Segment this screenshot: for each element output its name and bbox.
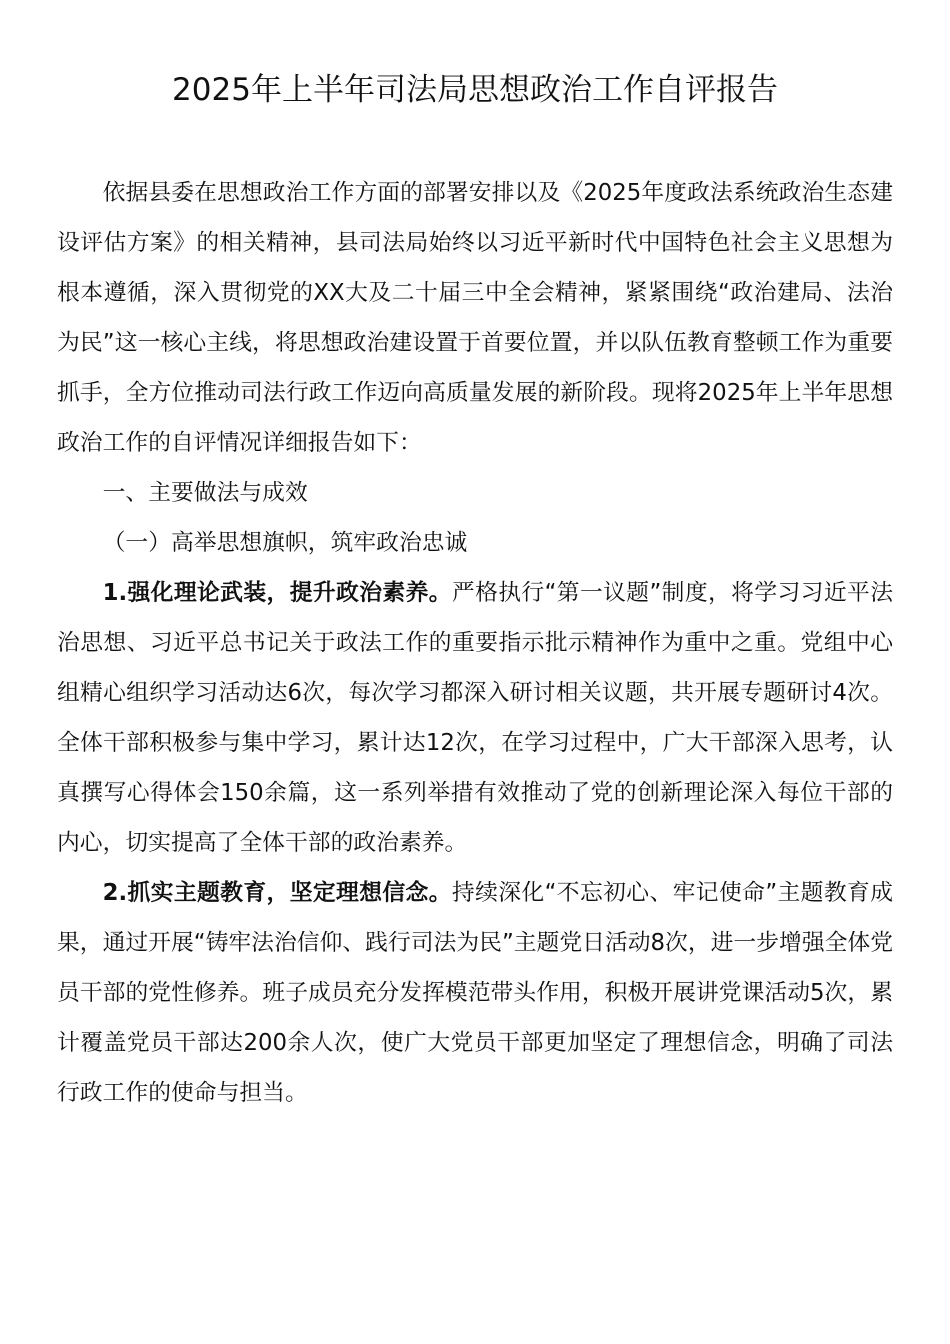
section-heading: 一、主要做法与成效 bbox=[102, 480, 308, 506]
subsection-heading: （一）高举思想旗帜，筑牢政治忠诚 bbox=[102, 530, 468, 556]
item-lead-2: 2.抓实主题教育，坚定理想信念。 bbox=[102, 880, 452, 906]
intro-paragraph: 依据县委在思想政治工作方面的部署安排以及《2025年度政法系统政治生态建设评估方案》的相关精神，县司法局始终以习近平新时代中国特色社会主义思想为根本遵循，深入贯彻党的XX大及二十届三中全会精神，紧紧围绕“政治建局、法治为民”这一核心主线，将思想政治建设置于首要位置，并以队伍教育整顿工作为重要抓手，全方位推动司法行政工作迈向高质量发展的新阶段。现将2025年上半年思想政治工作的自评情况详细报告如下： bbox=[57, 180, 893, 456]
item-paragraph-2 bbox=[57, 868, 893, 1118]
item-lead-1: 1.强化理论武装，提升政治素养。 bbox=[102, 580, 452, 606]
item-text-2: 持续深化“不忘初心、牢记使命”主题教育成果，通过开展“铸牢法治信仰、践行司法为民”主题党日活动8次，进一步增强全体党员干部的党性修养。班子成员充分发挥模范带头作用，积极开展讲党课活动5次，累计覆盖党员干部达200余人次，使广大党员干部更加坚定了理想信念，明确了司法行政工作的使命与担当。 bbox=[57, 880, 894, 1106]
item-text-1: 严格执行“第一议题”制度，将学习习近平法治思想、习近平总书记关于政法工作的重要指示批示精神作为重中之重。党组中心组精心组织学习活动达6次，每次学习都深入研讨相关议题，共开展专题研讨4次。全体干部积极参与集中学习，累计达12次，在学习过程中，广大干部深入思考，认真撰写心得体会150余篇，这一系列举措有效推动了党的创新理论深入每位干部的内心，切实提高了全体干部的政治素养。 bbox=[57, 580, 893, 856]
document-title: 2025年上半年司法局思想政治工作自评报告 bbox=[172, 72, 778, 108]
document-body bbox=[57, 168, 893, 1118]
item-paragraph-1 bbox=[57, 568, 893, 868]
